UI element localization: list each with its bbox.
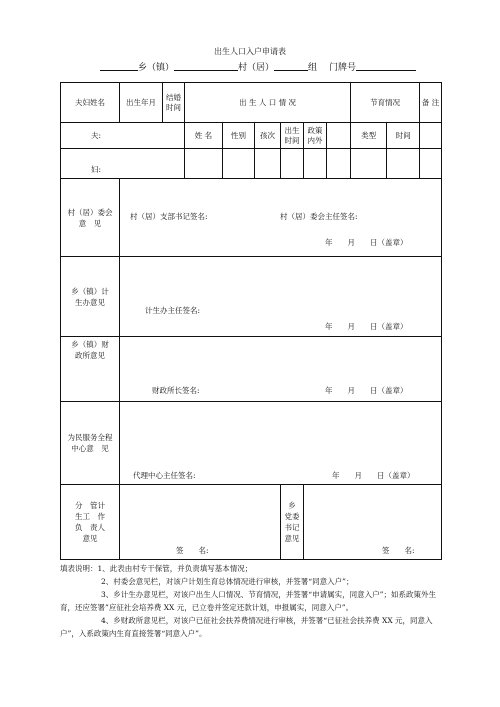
village-opinion-label-cell: [61, 179, 120, 257]
wife-label: 妇:: [61, 149, 185, 179]
wife-row: [61, 149, 442, 179]
party-cell[interactable]: [304, 485, 442, 560]
township-fp-row: [61, 257, 442, 337]
service-center-cell[interactable]: [120, 402, 442, 485]
couple-name-header: 夫妇姓名: [61, 83, 120, 123]
remarks-header: 备 注: [420, 83, 442, 123]
door-number-label: 门牌号: [329, 63, 357, 73]
remarks-blank: [420, 123, 442, 149]
time-header: 时间: [387, 123, 420, 149]
township-finance-cell[interactable]: [120, 337, 442, 402]
type-header: 类型: [351, 123, 387, 149]
township-finance-label: 乡（镇）财 政所意见: [71, 340, 117, 360]
village-opinion-label: 村（居）委会意 见: [67, 207, 113, 228]
document-title: 出生人口入户申请表: [214, 47, 286, 56]
fp-time-cell[interactable]: [387, 149, 420, 179]
child-policy-cell[interactable]: [304, 149, 327, 179]
blank-header: [327, 123, 351, 149]
group-blank[interactable]: [274, 62, 308, 71]
fp-leader-cell[interactable]: [120, 485, 281, 560]
header-row: [61, 83, 442, 123]
note-3: 3、乡计生办意见栏，对该户出生人口情况、节育情况，并签署“申请属实，同意入户”；如系政策外生育，还应签署”应征社会培养费 XX 元，已立卷并签定还款计划，申报属实，同意入户”。: [60, 590, 436, 612]
birth-time-header: 出生时间: [281, 123, 304, 149]
township-fp-sign: 计生办主任签名:: [145, 305, 201, 315]
fp-leader-sign: 签 名:: [176, 545, 209, 555]
service-center-label: 为民服务全程中心意 见: [67, 433, 113, 453]
note-4: 4、乡财政所意见栏，对该户已征社会扶养费情况进行审核，并签署“已征社会扶养费 XX 元，同意入户”，入系政策内生育直接签署“同意入户”。: [60, 616, 433, 638]
township-fp-label-cell: [61, 257, 120, 337]
name-header: 姓 名: [185, 123, 223, 149]
party-secretary-label: 乡 党委 书记意见: [284, 501, 307, 543]
township-label: 乡（镇）: [138, 63, 175, 73]
birth-order-header: 孩次: [255, 123, 281, 149]
leaders-row: [61, 485, 442, 560]
village-secretary-sign: 村（居）支部书记签名:: [130, 211, 208, 221]
service-center-label-cell: [61, 402, 120, 485]
birth-ym-header: 出生年月: [120, 83, 163, 123]
village-opinion-cell[interactable]: [120, 179, 442, 257]
township-finance-row: [61, 337, 442, 402]
door-number-blank[interactable]: [356, 62, 416, 71]
family-planning-header: 节育情况: [351, 83, 420, 123]
township-finance-date: 年 月 日（盖章）: [325, 385, 408, 395]
party-sign: 签 名:: [382, 545, 415, 555]
marriage-time-header: 结婚时间: [163, 83, 185, 123]
child-gender-cell[interactable]: [223, 149, 255, 179]
township-finance-sign: 财政所长签名:: [152, 385, 200, 395]
village-blank[interactable]: [174, 62, 238, 71]
policy-header: 政策内外: [304, 123, 327, 149]
village-label: 村（居）: [238, 63, 275, 73]
village-date: 年 月 日（盖章）: [325, 237, 408, 247]
child-birth-time-cell[interactable]: [281, 149, 304, 179]
husband-label: 夫:: [61, 123, 185, 149]
service-center-date: 年 月 日（盖章）: [332, 470, 415, 480]
birth-status-header: 出 生 人 口 情 况: [185, 83, 351, 123]
application-form-table: [60, 82, 442, 560]
filling-instructions: [60, 562, 445, 640]
address-line: [100, 60, 416, 73]
remarks-cell[interactable]: [420, 149, 442, 179]
fp-type-cell[interactable]: [351, 149, 387, 179]
gender-header: 性别: [223, 123, 255, 149]
township-fp-label: 乡（镇）计 生办意见: [71, 286, 117, 307]
service-center-row: [61, 402, 442, 485]
fp-leader-label: 分 管计 生工 作负 责人意见: [75, 501, 113, 543]
note-intro: 填表说明：1、此表由村专干保管，并负责填写基本情况；: [60, 564, 253, 573]
child-order-cell[interactable]: [255, 149, 281, 179]
village-director-sign: 村（居）委会主任签名:: [280, 211, 358, 221]
township-fp-date: 年 月 日（盖章）: [325, 321, 408, 331]
note-2: 2、村委会意见栏，对该户计划生育总体情况进行审核，并签署“同意入户”；: [101, 577, 354, 586]
subheader-row: [61, 123, 442, 149]
village-opinion-row: [61, 179, 442, 257]
township-blank[interactable]: [100, 62, 138, 71]
child-name-cell[interactable]: [185, 149, 223, 179]
group-label: 组: [308, 63, 318, 73]
township-finance-label-cell: [61, 337, 120, 402]
fp-leader-label-cell: [61, 485, 120, 560]
township-fp-cell[interactable]: [120, 257, 442, 337]
extra-cell[interactable]: [327, 149, 351, 179]
party-label-cell: [281, 485, 307, 560]
service-center-sign: 代理中心主任签名:: [133, 470, 196, 480]
